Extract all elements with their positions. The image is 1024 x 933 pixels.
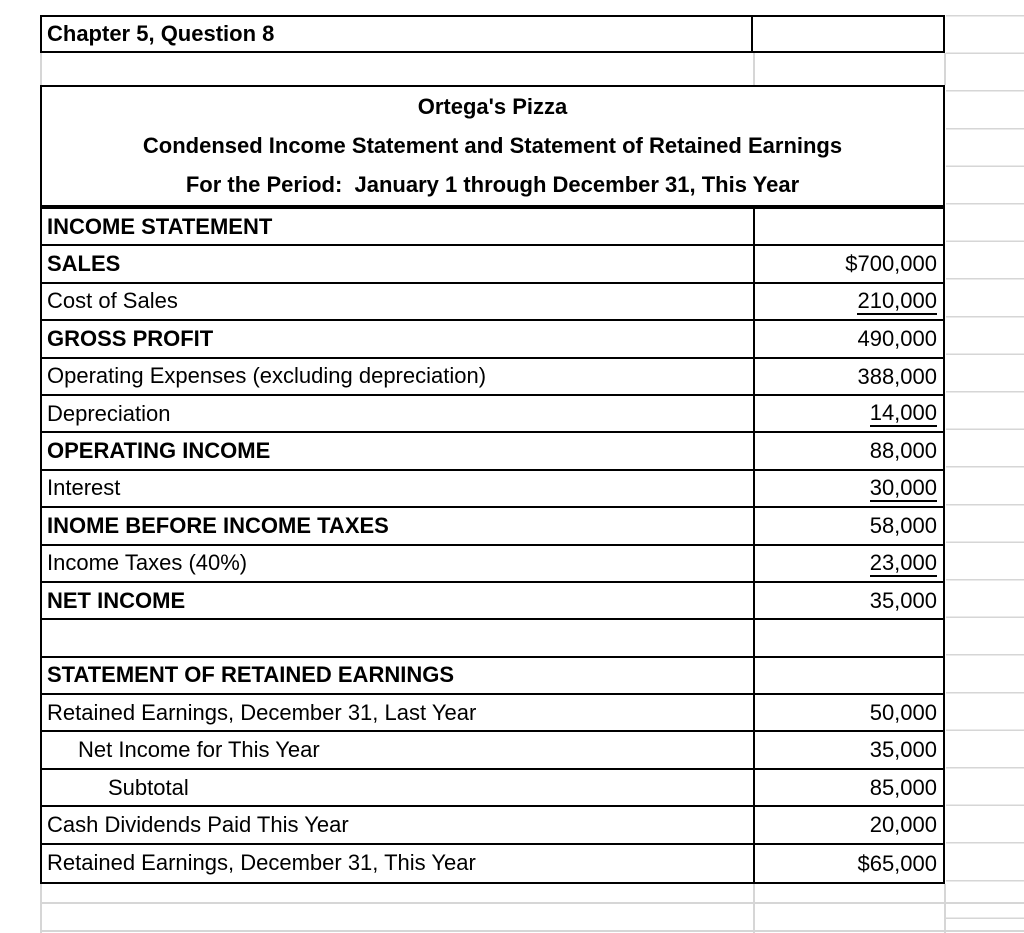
row-label-cell[interactable]: [42, 620, 753, 655]
row-value-cell[interactable]: [753, 284, 943, 319]
row-value: $700,000: [845, 251, 937, 277]
row-label-cell[interactable]: [42, 209, 753, 244]
row-label: STATEMENT OF RETAINED EARNINGS: [47, 662, 454, 688]
row-label: Retained Earnings, December 31, Last Year: [47, 699, 477, 725]
title-company: Ortega's Pizza: [417, 93, 568, 119]
row-value-cell[interactable]: [753, 396, 943, 431]
row-value-cell[interactable]: [753, 695, 943, 730]
row-label: OPERATING INCOME: [47, 438, 271, 464]
row-value: 14,000: [870, 400, 937, 427]
row-sales: [42, 246, 943, 283]
gridline-col-right-bottom: [944, 884, 946, 933]
row-value: 20,000: [869, 812, 937, 838]
row-label: Cash Dividends Paid This Year: [47, 811, 349, 837]
row-value-cell[interactable]: [753, 359, 943, 394]
row-value-cell[interactable]: [753, 546, 943, 581]
row-income-taxes: [42, 546, 943, 583]
row-value-cell[interactable]: [753, 845, 943, 882]
row-value: 30,000: [870, 475, 937, 502]
row-label-cell[interactable]: [42, 732, 753, 767]
row-label: GROSS PROFIT: [47, 325, 214, 351]
row-label-cell[interactable]: [42, 807, 753, 842]
row-operating-income: [42, 433, 943, 470]
row-value: 50,000: [869, 700, 937, 726]
row-label: NET INCOME: [47, 587, 186, 613]
header-row: [40, 15, 945, 53]
row-label-cell[interactable]: [42, 695, 753, 730]
row-label-cell[interactable]: [42, 770, 753, 805]
row-value: 58,000: [869, 513, 937, 539]
row-value: 490,000: [857, 326, 937, 352]
row-label-cell[interactable]: [42, 321, 753, 356]
row-value-cell[interactable]: [753, 246, 943, 281]
header-cell[interactable]: [42, 17, 753, 51]
row-label-cell[interactable]: [42, 583, 753, 618]
row-label-cell[interactable]: [42, 508, 753, 543]
row-label-cell[interactable]: [42, 658, 753, 693]
row-gross-profit: [42, 321, 943, 358]
row-label-cell[interactable]: [42, 284, 753, 319]
row-label: Interest: [47, 475, 121, 501]
row-label: Depreciation: [47, 400, 171, 426]
row-retained-earnings-this-year: [42, 845, 943, 882]
row-value-cell[interactable]: [753, 583, 943, 618]
row-value-cell[interactable]: [753, 508, 943, 543]
row-value: 35,000: [869, 737, 937, 763]
row-income-statement-heading: [42, 209, 943, 246]
row-value: 85,000: [869, 774, 937, 800]
row-value-cell[interactable]: [753, 471, 943, 506]
row-value: 388,000: [857, 363, 937, 389]
row-value-cell[interactable]: [753, 433, 943, 468]
row-retained-earnings-heading: [42, 658, 943, 695]
row-blank: [42, 620, 943, 657]
row-cost-of-sales: [42, 284, 943, 321]
header-empty-cell[interactable]: [753, 17, 943, 51]
gridline-col-divider-bottom: [753, 884, 755, 933]
gridline-bottom-row-2: [40, 930, 1024, 932]
row-label: Operating Expenses (excluding depreciation): [47, 363, 487, 389]
row-label: Cost of Sales: [47, 288, 178, 314]
gridline-col-divider-top: [753, 53, 755, 85]
statement-table: [40, 207, 945, 884]
row-value: 23,000: [870, 550, 937, 577]
row-value: 210,000: [857, 288, 937, 315]
title-block: [40, 85, 945, 207]
row-value-cell[interactable]: [753, 209, 943, 244]
row-value-cell[interactable]: [753, 620, 943, 655]
gridline-col-right-top: [944, 53, 946, 85]
row-label: Subtotal: [108, 774, 189, 800]
row-value: 88,000: [869, 438, 937, 464]
row-interest: [42, 471, 943, 508]
row-net-income: [42, 583, 943, 620]
gridline-bottom-row-1: [40, 902, 1024, 904]
row-subtotal: [42, 770, 943, 807]
row-value: $65,000: [857, 850, 937, 876]
row-label-cell[interactable]: [42, 471, 753, 506]
row-label-cell[interactable]: [42, 433, 753, 468]
row-label: Income Taxes (40%): [47, 550, 248, 576]
row-label-cell[interactable]: [42, 546, 753, 581]
row-retained-earnings-last-year: [42, 695, 943, 732]
sheet-gridlines-right-column: [946, 15, 1024, 933]
row-value-cell[interactable]: [753, 770, 943, 805]
row-value-cell[interactable]: [753, 321, 943, 356]
row-label: Net Income for This Year: [78, 737, 320, 763]
row-cash-dividends: [42, 807, 943, 844]
row-income-before-taxes: [42, 508, 943, 545]
row-value: 35,000: [869, 587, 937, 613]
row-label: INOME BEFORE INCOME TAXES: [47, 512, 389, 538]
row-label-cell[interactable]: [42, 396, 753, 431]
row-label: Retained Earnings, December 31, This Year: [47, 850, 476, 876]
row-value-cell[interactable]: [753, 732, 943, 767]
header-cell-text: Chapter 5, Question 8: [47, 21, 275, 46]
title-statement: Condensed Income Statement and Statement of Retained Earnings: [142, 132, 843, 158]
row-label: INCOME STATEMENT: [47, 213, 273, 239]
row-label-cell[interactable]: [42, 246, 753, 281]
title-period: For the Period: January 1 through December 31, This Year: [185, 172, 800, 198]
row-label-cell[interactable]: [42, 845, 753, 882]
row-operating-expenses: [42, 359, 943, 396]
row-value-cell[interactable]: [753, 807, 943, 842]
row-net-income-this-year: [42, 732, 943, 769]
row-label: SALES: [47, 251, 121, 277]
row-value-cell[interactable]: [753, 658, 943, 693]
row-label-cell[interactable]: [42, 359, 753, 394]
row-depreciation: [42, 396, 943, 433]
